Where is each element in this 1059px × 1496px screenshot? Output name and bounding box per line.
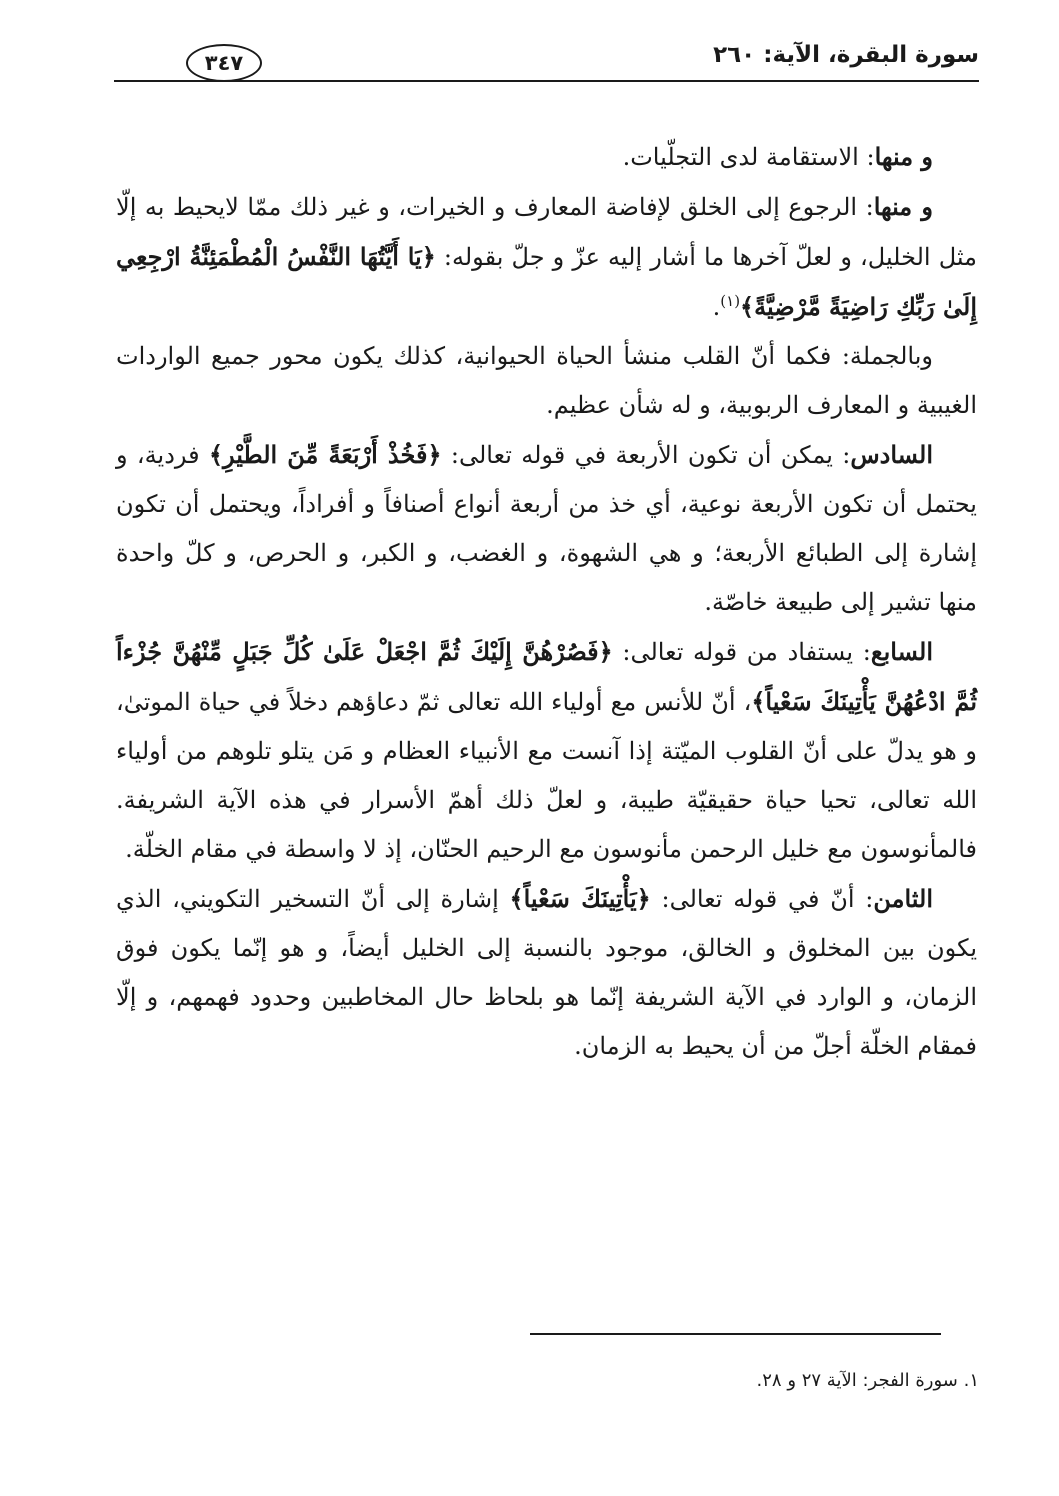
- paragraph-6: [116, 874, 977, 1071]
- page-number: [186, 44, 262, 82]
- paragraph-tail: فردية، و يحتمل أن تكون الأربعة نوعية، أي خذ من أربعة أنواع أصنافاً و أفراداً، ويحتمل أن تكون إشارة إلى الطبائع الأربعة؛ و هي الشهوة، و الغضب، و الكبر، و الحرص، و كلّ واحدة منها تشير إلى طبيعة خاصّة.: [116, 441, 977, 616]
- paragraph-lead: و منها: [874, 142, 933, 171]
- footnote-rule: [530, 1333, 941, 1335]
- paragraph-text: وبالجملة: فكما أنّ القلب منشأ الحياة الحيوانية، كذلك يكون محور جميع الواردات الغيبية و المعارف الربوبية، و له شأن عظيم.: [116, 342, 977, 419]
- quran-quote: ﴿فَخُذْ أَرْبَعَةً مِّنَ الطَّيْرِ﴾: [208, 440, 442, 469]
- header-rule: [114, 80, 979, 82]
- paragraph-text: : الاستقامة لدى التجلّيات.: [622, 143, 875, 171]
- paragraph-lead: السادس: [850, 440, 934, 469]
- paragraph-lead: الثامن: [873, 884, 933, 913]
- quran-quote: ﴿فَصُرْهُنَّ إِلَيْكَ ثُمَّ اجْعَلْ عَلَىٰ كُلِّ جَبَلٍ مِّنْهُنَّ جُزْءاً ثُمَّ ادْعُهُنَّ يَأْتِينَكَ سَعْياً﴾: [116, 637, 977, 716]
- paragraph-lead: و منها: [873, 192, 933, 221]
- paragraph-text: : يمكن أن تكون الأربعة في قوله تعالى:: [441, 441, 851, 469]
- footnote-reference: (١): [720, 292, 741, 310]
- paragraph-tail: إشارة إلى أنّ التسخير التكويني، الذي يكون بين المخلوق و الخالق، موجود بالنسبة إلى الخليل أيضاً، و هو إنّما يكون فوق الزمان، و الوارد في الآية الشريفة إنّما هو بلحاظ حال المخاطبين وحدود فهمهم، و إلّا فمقام الخلّة أجلّ من أن يحيط به الزمان.: [116, 885, 978, 1060]
- page-number-text: ٣٤٧: [204, 51, 244, 75]
- footnote: ١. سورة الفجر: الآية ٢٧ و ٢٨.: [756, 1370, 979, 1391]
- quran-quote: ﴿يَأْتِينَكَ سَعْياً﴾: [509, 884, 651, 913]
- paragraph-tail: .: [712, 293, 721, 321]
- quran-quote: ﴿يَا أَيَّتُهَا النَّفْسُ الْمُطْمَئِنَّةُ ارْجِعِي إِلَىٰ رَبِّكِ رَاضِيَةً مَّرْضِيَّةً﴾: [116, 242, 977, 321]
- paragraph-lead: السابع: [870, 637, 933, 666]
- body-text: [116, 132, 977, 1071]
- paragraph-4: [116, 430, 977, 627]
- running-header-title: سورة البقرة، الآية: ٢٦٠: [713, 42, 979, 68]
- paragraph-5: [116, 627, 977, 874]
- paragraph-text: : أنّ في قوله تعالى:: [650, 885, 874, 913]
- paragraph-text: : الرجوع إلى الخلق لإفاضة المعارف و الخيرات، و غير ذلك ممّا لايحيط به إلّا مثل الخليل، و لعلّ آخرها ما أشار إليه عزّ و جلّ بقوله:: [116, 193, 977, 271]
- paragraph-1: [116, 132, 977, 182]
- paragraph-tail: ، أنّ للأنس مع أولياء الله تعالى ثمّ دعاؤهم دخلاً في حياة الموتىٰ، و هو يدلّ على أنّ القلوب الميّتة إذا آنست مع الأنبياء العظام و مَن يتلو تلوهم من أولياء الله تعالى، تحيا حياة حقيقيّة طيبة، و لعلّ ذلك أهمّ الأسرار في هذه الآية الشريفة. فالمأنوسون مع خليل الرحمن مأنوسون مع الرحيم الحنّان، إذ لا واسطة في مقام الخلّة.: [116, 688, 977, 863]
- paragraph-2: [116, 182, 977, 332]
- paragraph-3: [116, 332, 977, 430]
- paragraph-text: : يستفاد من قوله تعالى:: [612, 638, 871, 666]
